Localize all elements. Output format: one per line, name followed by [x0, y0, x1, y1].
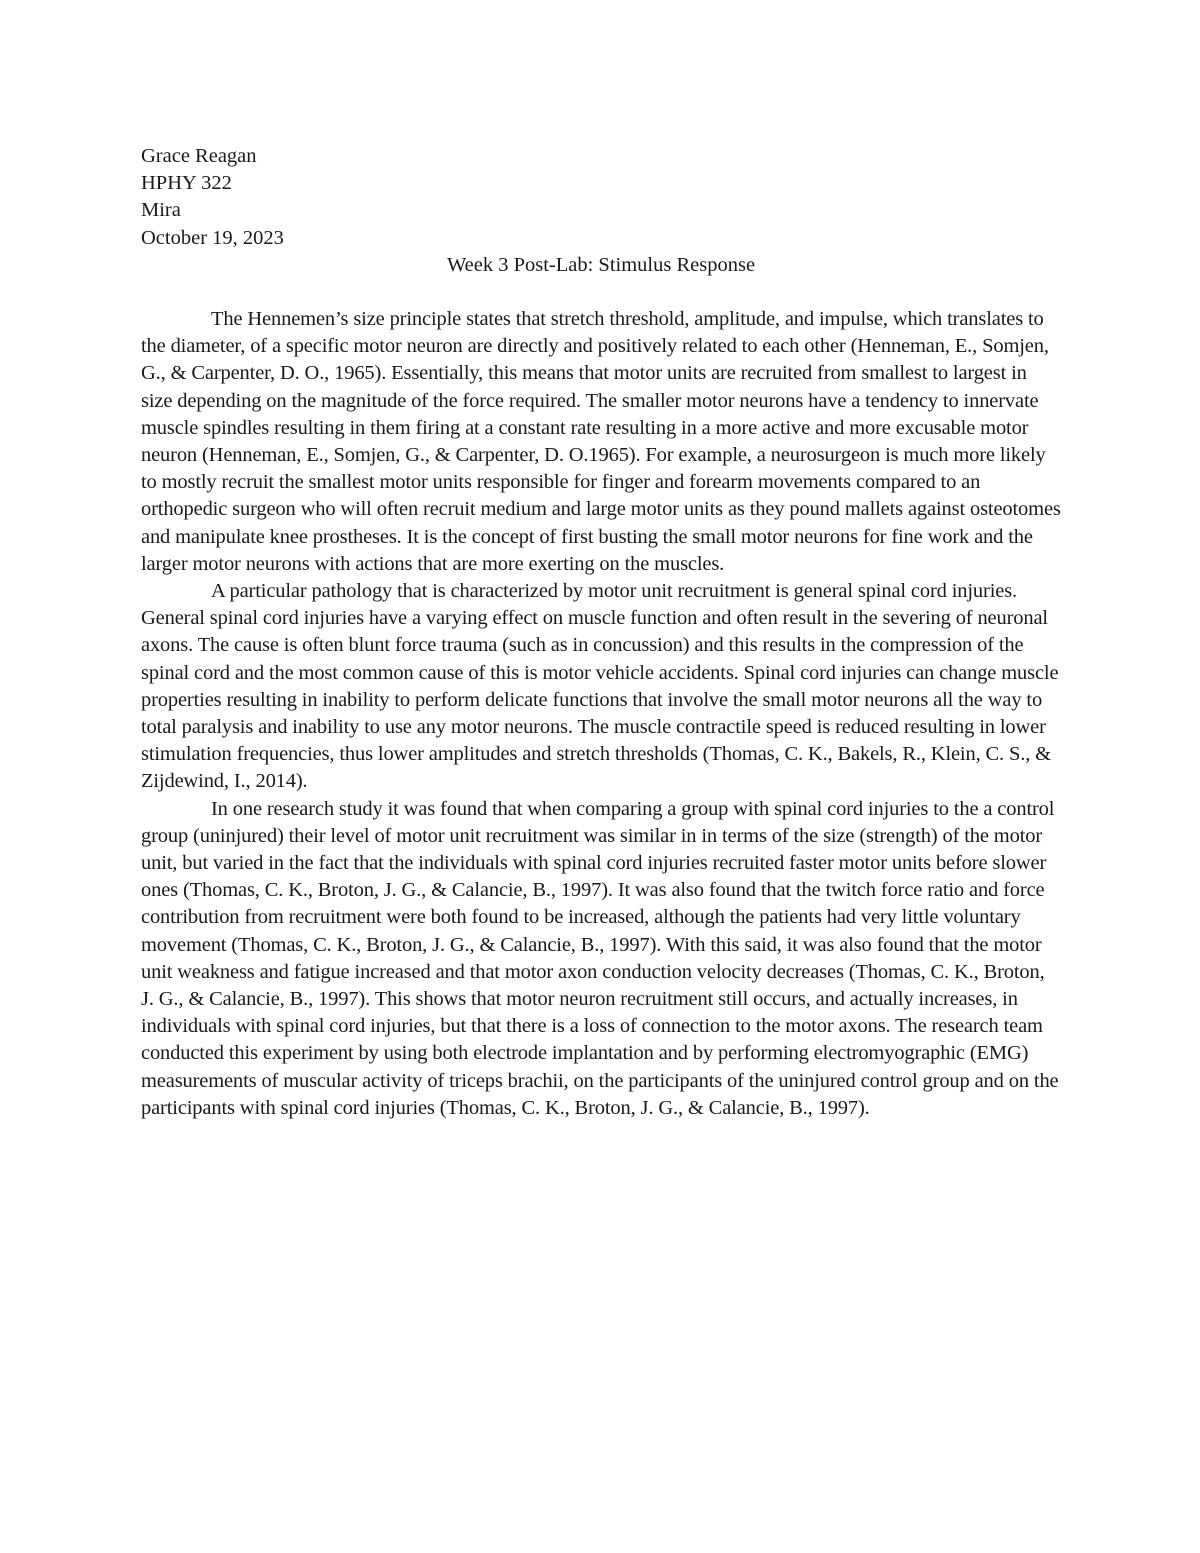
document-title: Week 3 Post-Lab: Stimulus Response: [446, 253, 756, 276]
document-date: October 19, 2023: [141, 226, 284, 249]
author-name: Grace Reagan: [141, 145, 257, 167]
paragraph-size-principle: The Hennemen’s size principle states that stretch threshold, amplitude, and impulse, which translates to the diameter, of a specific motor neuron are directly and positively related to each other (Henneman, E., Somjen, G., & Carpenter, D. O., 1965). Essentially, this means that motor units are recruited from smallest to largest in size depending on the magnitude of the force required. The smaller motor neurons have a tendency to innervate muscle spindles resulting in them firing at a constant rate resulting in a more active and more excusable motor neuron (Henneman, E., Somjen, G., & Carpenter, D. O.1965). For example, a neurosurgeon is much more likely to mostly recruit the smallest motor units responsible for finger and forearm movements compared to an orthopedic surgeon who will often recruit medium and large motor units as they pound mallets against osteotomes and manipulate knee prostheses. It is the concept of first busting the small motor neurons for fine work and the larger motor neurons with actions that are more exerting on the muscles.: [141, 308, 1061, 575]
document-header: [141, 143, 1061, 279]
document-body: [141, 306, 1061, 1122]
paragraph-research-study: In one research study it was found that when comparing a group with spinal cord injuries to the a control group (uninjured) their level of motor unit recruitment was similar in in terms of the size (strength) of the motor unit, but varied in the fact that the individuals with spinal cord injuries recruited faster motor units before slower ones (Thomas, C. K., Broton, J. G., & Calancie, B., 1997). It was also found that the twitch force ratio and force contribution from recruitment were both found to be increased, although the patients had very little voluntary movement (Thomas, C. K., Broton, J. G., & Calancie, B., 1997). With this said, it was also found that the motor unit weakness and fatigue increased and that motor axon conduction velocity decreases (Thomas, C. K., Broton, J. G., & Calancie, B., 1997). This shows that motor neuron recruitment still occurs, and actually increases, in individuals with spinal cord injuries, but that there is a loss of connection to the motor axons. The research team conducted this experiment by using both electrode implantation and by performing electromyographic (EMG) measurements of muscular activity of triceps brachii, on the participants of the uninjured control group and on the participants with spinal cord injuries (Thomas, C. K., Broton, J. G., & Calancie, B., 1997).: [141, 797, 1059, 1119]
paragraph-spinal-cord-injury: A particular pathology that is characterized by motor unit recruitment is general spinal cord injuries. General spinal cord injuries have a varying effect on muscle function and often result in the severing of neuronal axons. The cause is often blunt force trauma (such as in concussion) and this results in the compression of the spinal cord and the most common cause of this is motor vehicle accidents. Spinal cord injuries can change muscle properties resulting in inability to perform delicate functions that involve the small motor neurons all the way to total paralysis and inability to use any motor neurons. The muscle contractile speed is reduced resulting in lower stimulation frequencies, thus lower amplitudes and stretch thresholds (Thomas, C. K., Bakels, R., Klein, C. S., & Zijdewind, I., 2014).: [141, 580, 1059, 793]
course-code: HPHY 322: [141, 172, 232, 195]
instructor-name: Mira: [141, 199, 181, 222]
